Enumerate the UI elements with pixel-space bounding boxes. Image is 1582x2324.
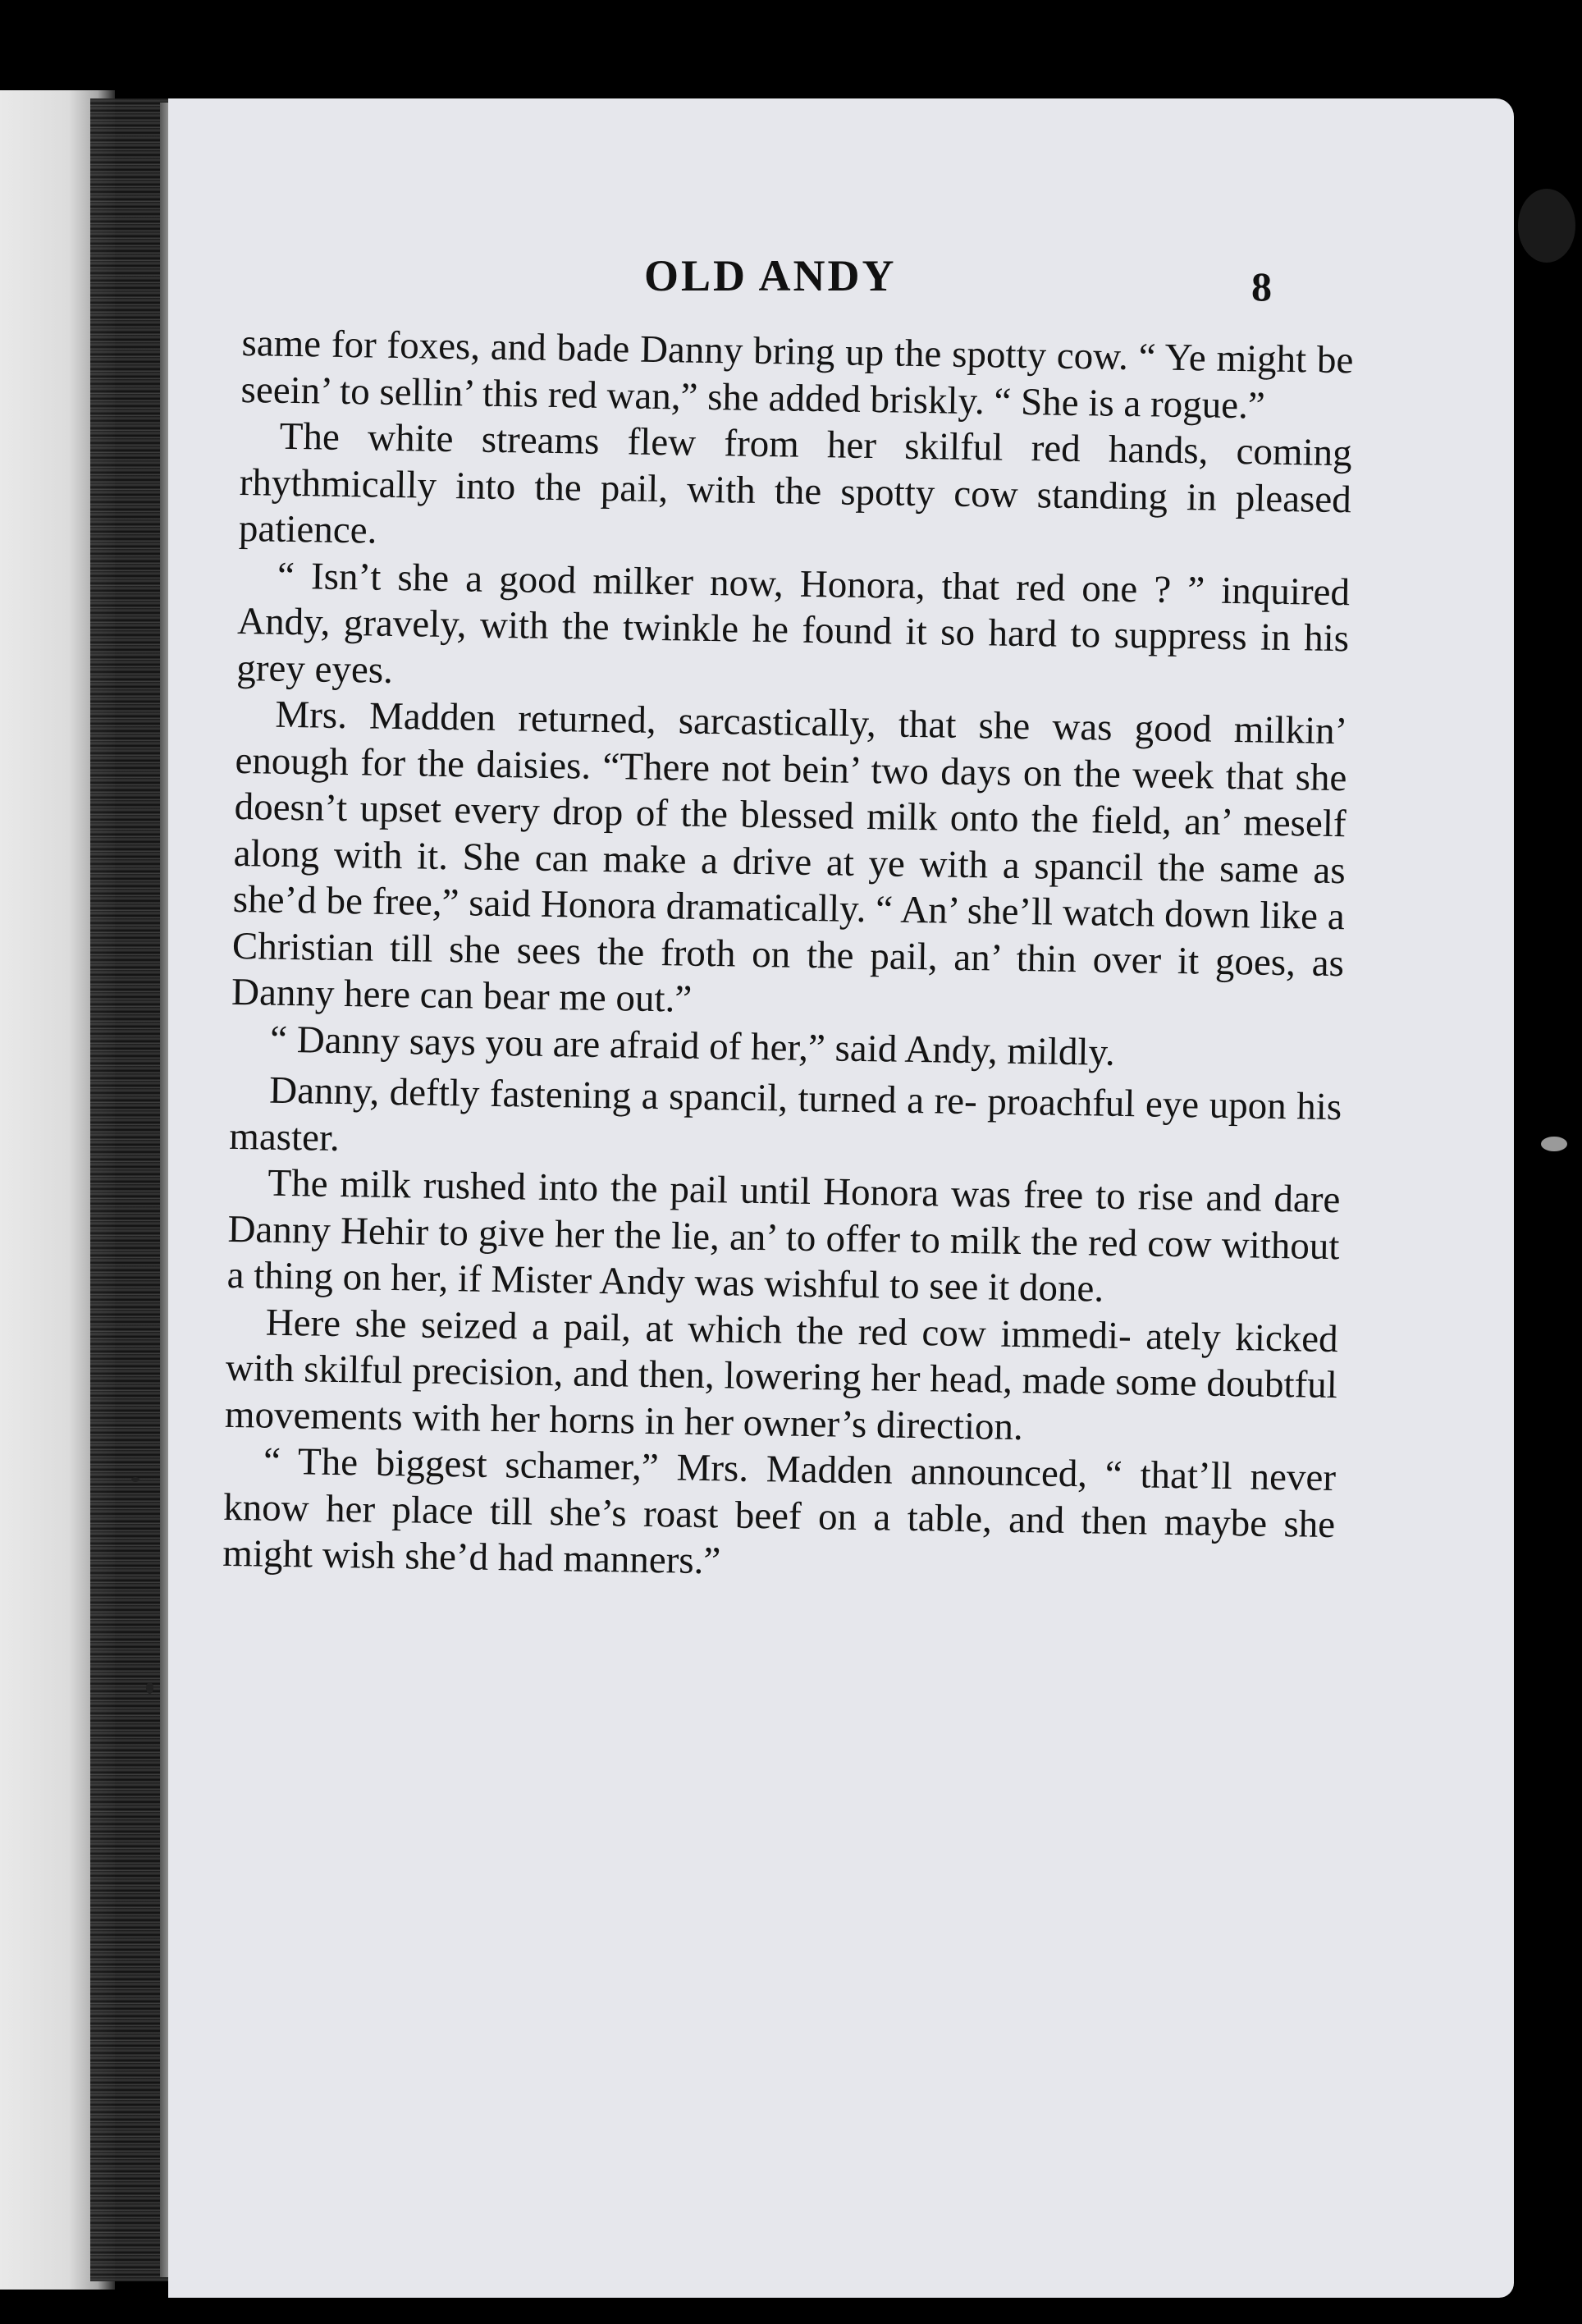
paragraph: The white streams flew from her skilful red hands, coming rhythmically into the pail, with the spotty cow standing in pleased patience. <box>238 414 1353 552</box>
book-gutter <box>90 98 168 2281</box>
paragraph: “ The biggest schamer,” Mrs. Madden announced, “ that’ll never know her place till she’s roast beef on a table, and then maybe she might wish she’d had manners.” <box>222 1439 1337 1583</box>
scan-speck <box>1518 189 1575 263</box>
paragraph: Danny, deftly fastening a spancil, turned a re- proachful eye upon his master. <box>228 1068 1342 1160</box>
body-text <box>222 320 1354 1594</box>
paragraph: same for foxes, and bade Danny bring up the spotty cow. “ Ye might be seein’ to sellin’ this red wan,” she added briskly. “ She is a rogue.” <box>240 321 1354 428</box>
paragraph: Here she seized a pail, at which the red cow immedi- ately kicked with skilful precision, and then, lowering her head, made some doubtful movements with her horns in her owner’s direction. <box>224 1301 1339 1448</box>
running-title: OLD ANDY <box>644 251 897 300</box>
page-number: 8 <box>1251 263 1272 309</box>
paragraph: Mrs. Madden returned, sarcastically, that she was good milkin’ enough for the daisies. “There not bein’ two days on the week that she doesn’t upset every drop of the blessed milk onto the field, an’ meself along with it. She can make a drive at ye with a spancil the same as she’d be free,” said Honora dramatically. “ An’ she’ll watch down like a Christian till she sees the froth on the pail, an’ thin over it goes, as Danny here can bear me out.” <box>231 693 1348 1021</box>
scan-speck <box>146 1682 153 1694</box>
book-page <box>168 98 1514 2298</box>
paragraph: The milk rushed into the pail until Honora was free to rise and dare Danny Hehir to give her the lie, an’ to offer to milk the red cow without a thing on her, if Mister Andy was wishful to see it done. <box>226 1161 1341 1311</box>
paragraph: “ Isn’t she a good milker now, Honora, that red one ? ” inquired Andy, gravely, with the twinkle he found it so hard to suppress in his grey eyes. <box>235 554 1351 692</box>
scan-speck <box>1541 1137 1567 1151</box>
paragraph: “ Danny says you are afraid of her,” said Andy, mildly. <box>269 1018 1116 1074</box>
scan-speck <box>131 1477 139 1482</box>
